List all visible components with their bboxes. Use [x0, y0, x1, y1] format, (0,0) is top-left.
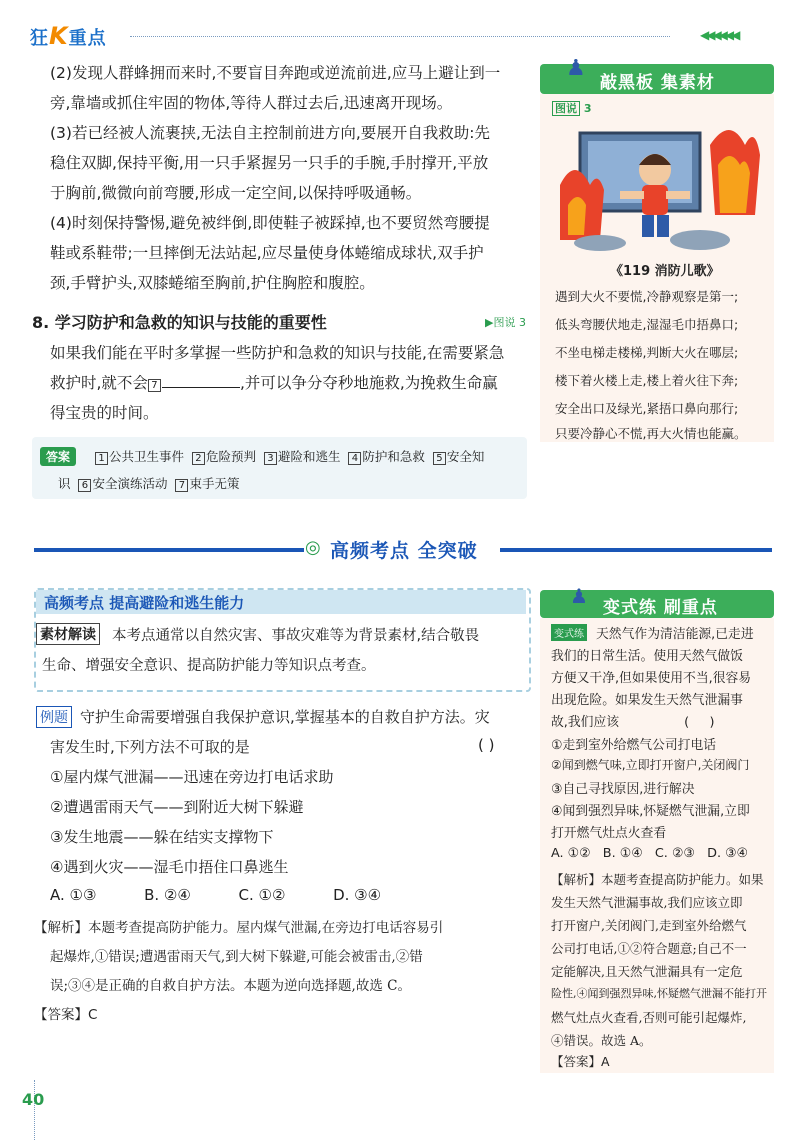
example-stem1: 守护生命需要增强自我保护意识,掌握基本的自救自护方法。灾 [80, 708, 490, 726]
header-divider [130, 36, 670, 37]
para-4-line1: (4)时刻保持警惕,避免被绊倒,即使鞋子被踩掉,也不要贸然弯腰提 [50, 214, 490, 232]
poem-line: 只要冷静心不慌,再大火情也能赢。 [555, 426, 747, 441]
fire-escape-illustration [560, 115, 760, 253]
brand-logo: 狂K重点 [30, 22, 107, 50]
teacher-icon: ♟ [566, 56, 586, 81]
para-4-line2: 鞋或系鞋带;一旦摔倒无法站起,应尽量使身体蜷缩成球状,双手护 [50, 244, 484, 262]
poem-line: 低头弯腰伏地走,湿湿毛巾捂鼻口; [555, 317, 739, 332]
practice-analysis: 公司打电话,①②符合题意;自己不一 [551, 941, 747, 956]
example-answer: 【答案】C [34, 1007, 98, 1023]
topic-line2: 生命、增强安全意识、提高防护能力等知识点考查。 [42, 658, 376, 674]
figure-badge: 图说 3 [552, 100, 592, 116]
example-badge: 例题 [36, 706, 72, 728]
figure-link[interactable]: ▶图说 3 [485, 316, 526, 329]
banner-rule-left [34, 548, 304, 552]
answer-badge: 答案 [40, 447, 76, 466]
practice-question: 我们的日常生活。使用天然气做饭 [551, 649, 743, 664]
section-banner-title: 高频考点 全突破 [330, 540, 478, 562]
example-analysis: 误;③④是正确的自救自护方法。本题为逆向选择题,故选 C。 [50, 978, 411, 994]
poem-line: 遇到大火不要慌,冷静观察是第一; [555, 289, 739, 304]
example-option: ①屋内煤气泄漏——迅速在旁边打电话求助 [50, 768, 334, 786]
para-8-line1: 如果我们能在平时多掌握一些防护和急救的知识与技能,在需要紧急 [50, 344, 505, 362]
practice-analysis: 【解析】本题考查提高防护能力。如果 [551, 872, 764, 887]
practice-option: ④闻到强烈异味,怀疑燃气泄漏,立即 [551, 804, 750, 819]
example-choices: A. ①③ B. ②④ C. ①② D. ③④ [50, 886, 382, 904]
para-8-line2: 救护时,就不会 7 ,并可以争分夺秒地施救,为挽救生命赢 [50, 368, 525, 398]
poem-line: 不坐电梯走楼梯,判断大火在哪层; [555, 345, 739, 360]
example-analysis: 起爆炸,①错误;遭遇雷雨天气,到大树下躲避,可能会被雷击,②错 [50, 949, 423, 965]
practice-analysis: 燃气灶点火查看,否则可能引起爆炸, [551, 1010, 747, 1025]
topic-title: 高频考点 提高避险和逃生能力 [44, 594, 245, 612]
example-option: ③发生地震——躲在结实支撑物下 [50, 828, 274, 846]
practice-option: ①走到室外给燃气公司打电话 [551, 738, 717, 753]
poem-title: 《119 消防儿歌》 [610, 264, 720, 279]
para-2-line2: 旁,靠墙或抓住牢固的物体,等待人群过去后,迅速离开现场。 [50, 94, 453, 112]
topic-line1: 本考点通常以自然灾害、事故灾难等为背景素材,结合敬畏 [112, 628, 480, 644]
example-stem2: 害发生时,下列方法不可取的是 [50, 738, 250, 756]
answer-line2: 识 6 安全演练活动 7 束手无策 [58, 476, 240, 491]
banner-rule-right [500, 548, 772, 552]
para-3-line3: 于胸前,微微向前弯腰,形成一定空间,以保持呼吸通畅。 [50, 184, 422, 202]
section-8-title: 8. 学习防护和急救的知识与技能的重要性 [32, 313, 327, 332]
practice-choices: A. ①② B. ①④ C. ②③ D. ③④ [551, 846, 749, 861]
student-icon: ♟ [570, 584, 588, 608]
practice-badge: 变式练 [551, 624, 587, 641]
panel-header-title: 敲黑板 集素材 [600, 73, 715, 93]
practice-question: 故,我们应该 ( ) [551, 715, 715, 730]
practice-question: 方便又干净,但如果使用不当,很容易 [551, 671, 752, 686]
practice-analysis: 定能解决,且天然气泄漏具有一定危 [551, 964, 743, 979]
practice-option: ②闻到燃气味,立即打开窗户,关闭阀门 [551, 758, 750, 772]
practice-answer: 【答案】A [551, 1054, 610, 1069]
blank-number: 7 [148, 379, 161, 392]
practice-question: 天然气作为清洁能源,已走进 [596, 627, 754, 642]
para-2-line1: (2)发现人群蜂拥而来时,不要盲目奔跑或逆流前进,应马上避让到一 [50, 64, 501, 82]
practice-analysis: 打开窗户,关闭阀门,走到室外给燃气 [551, 918, 747, 933]
para-8-line3: 得宝贵的时间。 [50, 404, 159, 422]
answer-line1: 1 公共卫生事件 2 危险预判 3 避险和逃生 4 防护和急救 5 安全知 [95, 447, 484, 465]
practice-option: 打开燃气灶点火查看 [551, 826, 667, 841]
swirl-icon: ◎ [305, 537, 321, 558]
footer-rule [34, 1080, 35, 1140]
poem-line: 楼下着火楼上走,楼上着火往下奔; [555, 373, 739, 388]
practice-option: ③自己寻找原因,进行解决 [551, 782, 695, 797]
page-number: 40 [22, 1090, 45, 1109]
practice-analysis: ④错误。故选 A。 [551, 1033, 652, 1048]
example-paren: ( ) [478, 736, 495, 754]
para-4-line3: 颈,手臂护头,双膝蜷缩至胸前,护住胸腔和腹腔。 [50, 274, 375, 292]
answer-blank[interactable] [162, 371, 240, 388]
example-option: ④遇到火灾——湿毛巾捂住口鼻逃生 [50, 858, 289, 876]
poem-line: 安全出口及绿光,紧捂口鼻向那行; [555, 401, 739, 416]
arrows-icon: ◀◀◀◀◀◀ [700, 28, 738, 42]
material-badge: 素材解读 [36, 623, 100, 645]
practice-header-title: 变式练 刷重点 [603, 598, 718, 618]
para-3-line1: (3)若已经被人流裹挟,无法自主控制前进方向,要展开自我救助:先 [50, 124, 491, 142]
practice-question: 出现危险。如果发生天然气泄漏事 [551, 693, 743, 708]
example-option: ②遭遇雷雨天气——到附近大树下躲避 [50, 798, 304, 816]
para-3-line2: 稳住双脚,保持平衡,用一只手紧握另一只手的手腕,手肘撑开,平放 [50, 154, 489, 172]
practice-analysis: 险性,④闻到强烈异味,怀疑燃气泄漏不能打开 [551, 987, 767, 1000]
practice-analysis: 发生天然气泄漏事故,我们应该立即 [551, 895, 743, 910]
example-analysis: 【解析】本题考查提高防护能力。屋内煤气泄漏,在旁边打电话容易引 [34, 920, 444, 936]
